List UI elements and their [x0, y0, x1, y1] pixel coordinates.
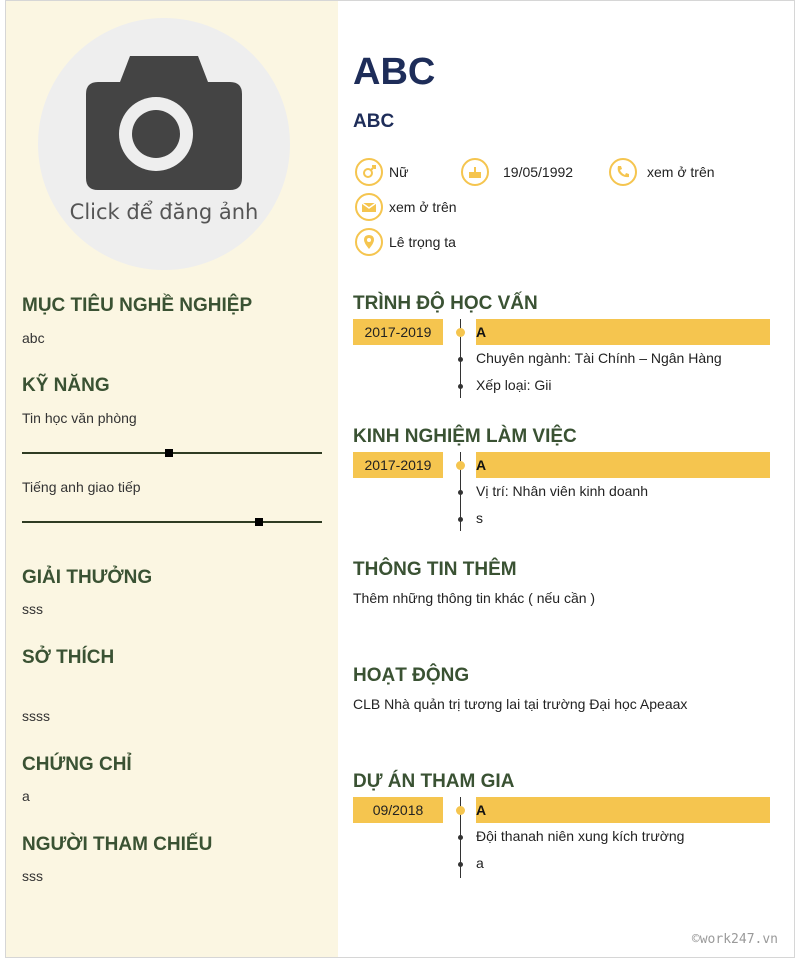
candidate-name: ABC — [353, 51, 436, 93]
education-title: TRÌNH ĐỘ HỌC VẤN — [353, 293, 538, 314]
gender-info — [355, 158, 408, 186]
job-title: ABC — [353, 111, 395, 132]
envelope-icon — [355, 193, 383, 221]
phone-info — [609, 158, 715, 186]
address-value: Lê trọng ta — [389, 234, 456, 250]
activities-text: CLB Nhà quản trị tương lai tại trường Đại học Apeaax — [353, 696, 688, 712]
timeline-dot — [456, 806, 465, 815]
phone-value: xem ở trên — [647, 164, 715, 180]
experience-detail: Vị trí: Nhân viên kinh doanh — [476, 483, 648, 499]
camera-icon — [86, 56, 242, 190]
sidebar — [6, 1, 338, 957]
awards-title: GIẢI THƯỞNG — [22, 567, 153, 588]
awards-text: sss — [22, 601, 43, 617]
birthday-value: 19/05/1992 — [503, 164, 574, 180]
timeline-dot — [456, 328, 465, 337]
gender-icon — [355, 158, 383, 186]
experience-date: 2017-2019 — [353, 452, 443, 478]
timeline-bullet — [458, 517, 463, 522]
extra-info-text: Thêm những thông tin khác ( nếu cần ) — [353, 590, 596, 606]
email-info — [355, 193, 457, 221]
career-goal-text: abc — [22, 330, 45, 346]
experience-detail: s — [476, 510, 483, 526]
skill-bar-1 — [22, 452, 322, 454]
timeline-bullet — [458, 862, 463, 867]
extra-info-title: THÔNG TIN THÊM — [353, 559, 517, 580]
experience-title: KINH NGHIỆM LÀM VIỆC — [353, 426, 577, 447]
project-name: A — [476, 797, 770, 823]
timeline-bullet — [458, 835, 463, 840]
certificates-text: a — [22, 788, 30, 804]
main-content — [353, 1, 793, 957]
timeline-bullet — [458, 357, 463, 362]
hobbies-title: SỞ THÍCH — [22, 647, 115, 668]
project-detail: Đội thanah niên xung kích trường — [476, 828, 685, 844]
photo-upload[interactable] — [38, 18, 290, 270]
experience-company: A — [476, 452, 770, 478]
education-school: A — [476, 319, 770, 345]
timeline-bullet — [458, 384, 463, 389]
activities-title: HOẠT ĐỘNG — [353, 665, 470, 686]
gender-value: Nữ — [389, 164, 409, 180]
watermark: ©work247.vn — [691, 932, 778, 947]
skills-title: KỸ NĂNG — [22, 375, 110, 396]
skill-bar-2 — [22, 521, 322, 523]
project-detail: a — [476, 855, 484, 871]
skill-level-marker[interactable] — [255, 518, 263, 526]
project-date: 09/2018 — [353, 797, 443, 823]
timeline-bullet — [458, 490, 463, 495]
timeline-dot — [456, 461, 465, 470]
education-date: 2017-2019 — [353, 319, 443, 345]
email-value: xem ở trên — [389, 199, 457, 215]
photo-upload-label: Click để đăng ảnh — [69, 200, 259, 224]
map-pin-icon — [355, 228, 383, 256]
education-detail: Chuyên ngành: Tài Chính – Ngân Hàng — [476, 350, 722, 366]
skill-name-2: Tiếng anh giao tiếp — [22, 479, 141, 495]
references-text: sss — [22, 868, 43, 884]
hobbies-text: ssss — [22, 708, 50, 724]
skill-level-marker[interactable] — [165, 449, 173, 457]
career-goal-title: MỤC TIÊU NGHỀ NGHIỆP — [22, 295, 253, 316]
cake-icon — [461, 158, 489, 186]
references-title: NGƯỜI THAM CHIẾU — [22, 834, 213, 855]
projects-title: DỰ ÁN THAM GIA — [353, 771, 515, 792]
education-detail: Xếp loại: Gii — [476, 377, 552, 393]
certificates-title: CHỨNG CHỈ — [22, 754, 132, 775]
address-info — [355, 228, 456, 256]
birthday-info — [461, 158, 573, 186]
cv-page — [5, 0, 795, 958]
phone-icon — [609, 158, 637, 186]
skill-name-1: Tin học văn phòng — [22, 410, 137, 426]
